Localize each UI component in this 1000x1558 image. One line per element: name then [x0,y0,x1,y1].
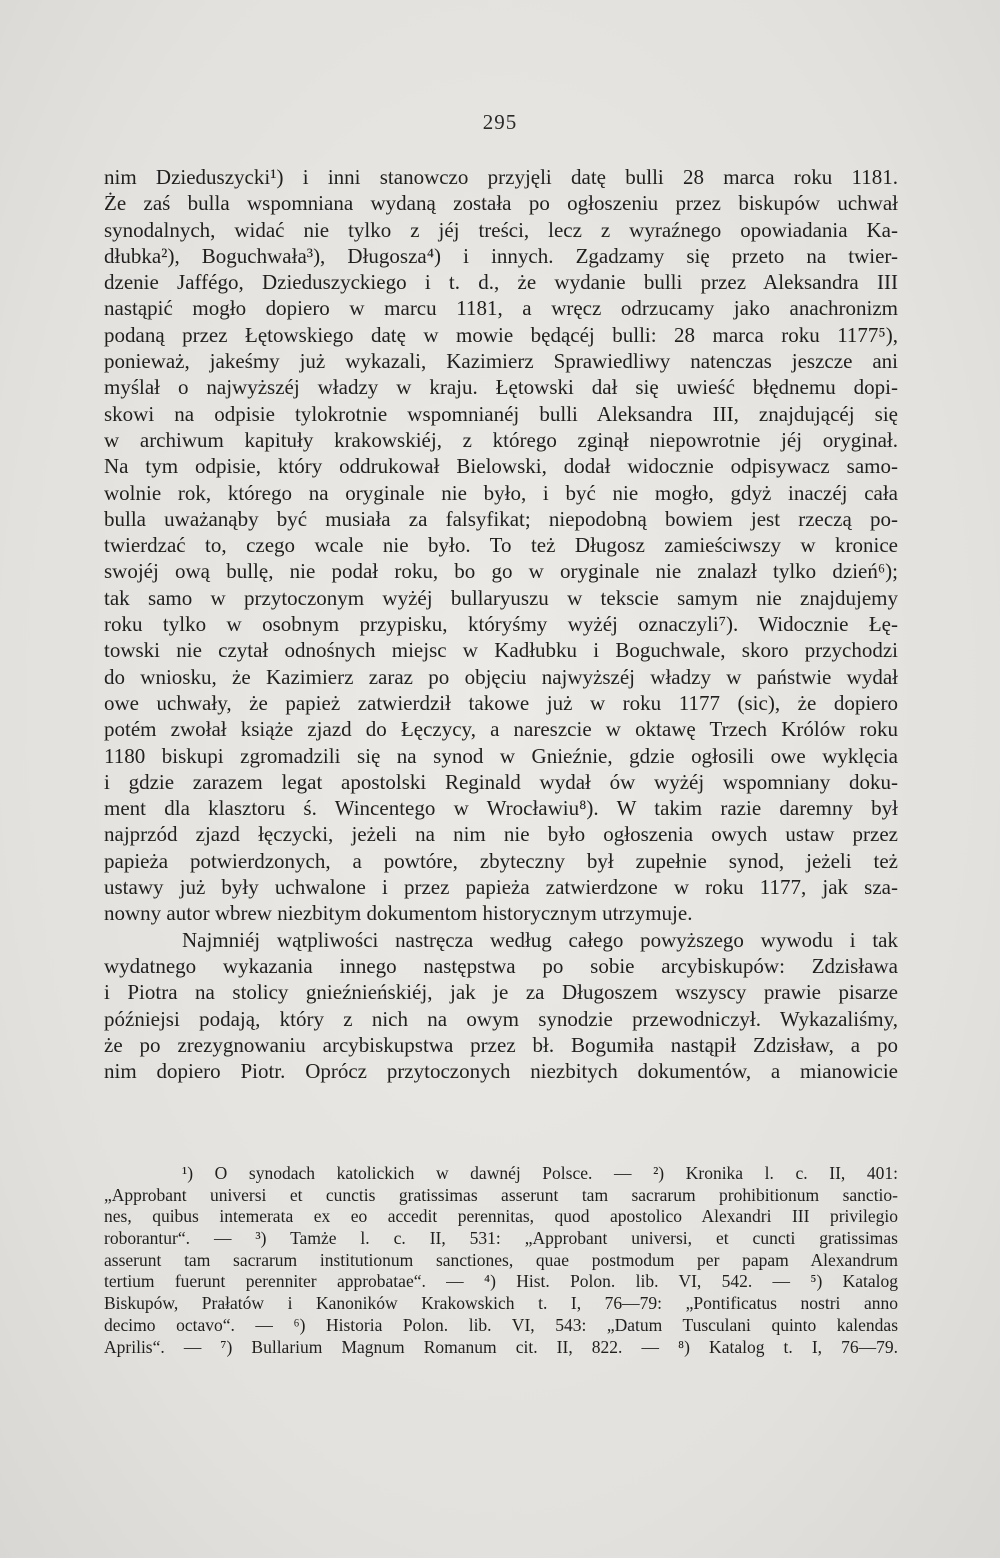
text-line: że po zrezygnowaniu arcybiskupstwa przez bł. Bogumiła nastąpił Zdzisław, a po [104,1032,898,1057]
text-line: skowi na odpisie tylokrotnie wspomnianéj bulli Aleksandra III, znajdującéj się [104,401,898,426]
text-line: ustawy już były uchwalone i przez papieża zatwierdzone w roku 1177, jak sza- [104,875,898,900]
text-line: owe uchwały, że papież zatwierdził takowe już w roku 1177 (sic), że dopiero [104,690,898,715]
text-line: papieża potwierdzonych, a powtóre, zbyteczny był zupełnie synod, jeżeli też [104,848,898,873]
footnote-line: Aprilis“. — ⁷) Bullarium Magnum Romanum cit. II, 822. — ⁸) Katalog t. I, 76—79. [104,1336,898,1357]
text-line: Że zaś bulla wspomniana wydaną została po ogłoszeniu przez biskupów uchwał [104,191,898,216]
footnote-line: tertium fuerunt perenniter approbatae“. — ⁴) Hist. Polon. lib. VI, 542. — ⁵) Katalog [104,1271,898,1292]
text-line: myślał o najwyższéj władzy w kraju. Łętowski dał się uwieść błędnemu dopi- [104,375,898,400]
text-line: Na tym odpisie, który oddrukował Bielowski, dodał widocznie odpisywacz samo- [104,454,898,479]
footnote-line: decimo octavo“. — ⁶) Historia Polon. lib. VI, 543: „Datum Tusculani quinto kalendas [104,1314,898,1335]
text-line: towski nie czytał odnośnych miejsc w Kadłubku i Boguchwale, skoro przychodzi [104,638,898,663]
text-line: i Piotra na stolicy gnieźnieńskiéj, jak je za Długoszem wszyscy prawie pisarze [104,980,898,1005]
footnote-line: „Approbant universi et cunctis gratissimas asserunt tam sacrarum prohibitionum sanctio- [104,1184,898,1205]
text-line: twierdzać to, czego wcale nie było. To też Długosz zamieściwszy w kronice [104,533,898,558]
text-line: dzenie Jaffégo, Dzieduszyckiego i t. d., że wydanie bulli przez Aleksandra III [104,270,898,295]
text-line: dłubka²), Boguchwała³), Długosza⁴) i innych. Zgadzamy się przeto na twier- [104,243,898,268]
text-line: i gdzie zarazem legat apostolski Reginald wydał ów wyżéj wspomniany doku- [104,769,898,794]
text-line: roku tylko w osobnym przypisku, któryśmy wyżéj oznaczyli⁷). Widocznie Łę- [104,612,898,637]
text-line: nim Dzieduszycki¹) i inni stanowczo przyjęli datę bulli 28 marca roku 1181. [104,165,898,189]
main-text [104,164,898,1084]
text-line: synodalnych, widać nie tylko z jéj treści, lecz z wyraźnego opowiadania Ka- [104,217,898,242]
footnote-line: Biskupów, Prałatów i Kanoników Krakowskich t. I, 76—79: „Pontificatus nostri anno [104,1293,898,1314]
footnotes [104,1163,898,1358]
footnote-line: ¹) O synodach katolickich w dawnéj Polsce. — ²) Kronika l. c. II, 401: [182,1163,898,1183]
text-line: w archiwum kapituły krakowskiéj, z którego zginął niepowrotnie jéj oryginał. [104,427,898,452]
text-line: swojéj ową bullę, nie podał roku, bo go w oryginale nie znalazł tylko dzień⁶); [104,559,898,584]
text-line: bulla uważanąby być musiała za falsyfikat; niepodobną bowiem jest rzeczą po- [104,506,898,531]
footnote-line: nes, quibus intemerata ex eo accedit perennitas, quod apostolico Alexandri III privilegio [104,1206,898,1227]
text-line: nastąpić mogło dopiero w marcu 1181, a wręcz odrzucamy jako anachronizm [104,296,898,321]
text-line: tak samo w przytoczonym wyżéj bullaryuszu w tekscie samym nie znajdujemy [104,585,898,610]
text-line: do wniosku, że Kazimierz zaraz po objęciu najwyższéj władzy w państwie wydał [104,664,898,689]
text-line: nim dopiero Piotr. Oprócz przytoczonych niezbitych dokumentów, a mianowicie [104,1059,898,1084]
text-line: 1180 biskupi zgromadzili się na synod w Gnieźnie, gdzie ogłosili owe wyklęcia [104,743,898,768]
footnote-line: roborantur“. — ³) Tamże l. c. II, 531: „Approbant universi, et cuncti gratissimas [104,1228,898,1249]
text-line: późniejsi podają, który z nich na owym synodzie przewodniczył. Wykazaliśmy, [104,1006,898,1031]
paragraph-end-line: nowny autor wbrew niezbitym dokumentom historycznym utrzymuje. [104,901,693,926]
text-line: wolnie rok, którego na oryginale nie było, i być nie mogło, gdyż inaczéj cała [104,480,898,505]
text-line: potém zwołał książe zjazd do Łęczycy, a nareszcie w oktawę Trzech Królów roku [104,717,898,742]
text-line: wydatnego wykazania innego następstwa po sobie arcybiskupów: Zdzisława [104,953,898,978]
paragraph-start-line: Najmniéj wątpliwości nastręcza według całego powyższego wywodu i tak [182,927,898,952]
text-line: ment dla klasztoru ś. Wincentego w Wrocławiu⁸). W takim razie daremny był [104,796,898,821]
text-line: podaną przez Łętowskiego datę w mowie będącéj bulli: 28 marca roku 1177⁵), [104,322,898,347]
footnote-line: asserunt tam sacrarum institutionum sanctiones, quae postmodum per papam Alexandrum [104,1249,898,1270]
text-line: najprzód zjazd łęczycki, jeżeli na nim nie było ogłoszenia owych ustaw przez [104,822,898,847]
page-number: 295 [482,110,518,134]
text-line: ponieważ, jakeśmy już wykazali, Kazimierz Sprawiedliwy natenczas jeszcze ani [104,349,898,374]
